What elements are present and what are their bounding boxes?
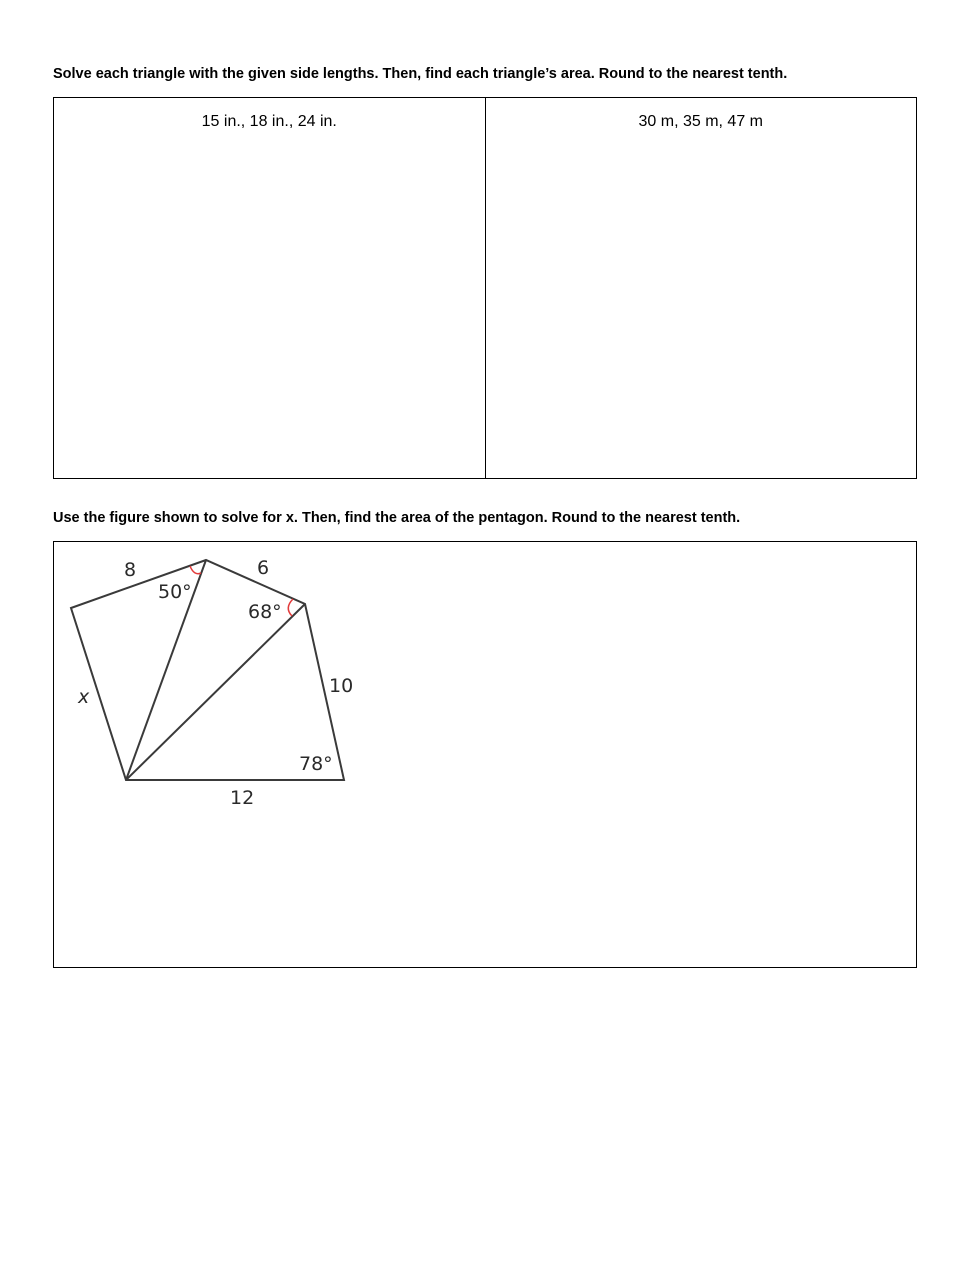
instruction-pentagon: Use the figure shown to solve for x. Then, find the area of the pentagon. Round to the nearest tenth. <box>53 510 741 526</box>
side-label-6: 6 <box>257 557 270 579</box>
angle-arc-50 <box>190 566 201 574</box>
problem-cell-2 <box>485 98 917 478</box>
problem-2-sides: 30 m, 35 m, 47 m <box>638 113 763 130</box>
side-label-x: x <box>78 686 90 708</box>
triangle-problems-table <box>53 97 917 479</box>
problem-1-sides: 15 in., 18 in., 24 in. <box>201 113 337 130</box>
pentagon-outline <box>71 560 344 780</box>
diagonal-to-right-vertex <box>126 604 305 780</box>
angle-label-68: 68° <box>248 601 282 623</box>
side-label-10: 10 <box>329 675 354 697</box>
angle-label-78: 78° <box>299 753 333 775</box>
side-label-12: 12 <box>230 787 255 809</box>
instruction-solve-triangles: Solve each triangle with the given side lengths. Then, find each triangle’s area. Round to the nearest tenth. <box>53 66 788 82</box>
pentagon-figure <box>54 542 384 822</box>
side-label-8: 8 <box>124 559 137 581</box>
angle-arc-68 <box>288 599 293 616</box>
pentagon-problem-box <box>53 541 917 968</box>
problem-cell-1 <box>54 98 485 478</box>
angle-label-50: 50° <box>158 581 192 603</box>
